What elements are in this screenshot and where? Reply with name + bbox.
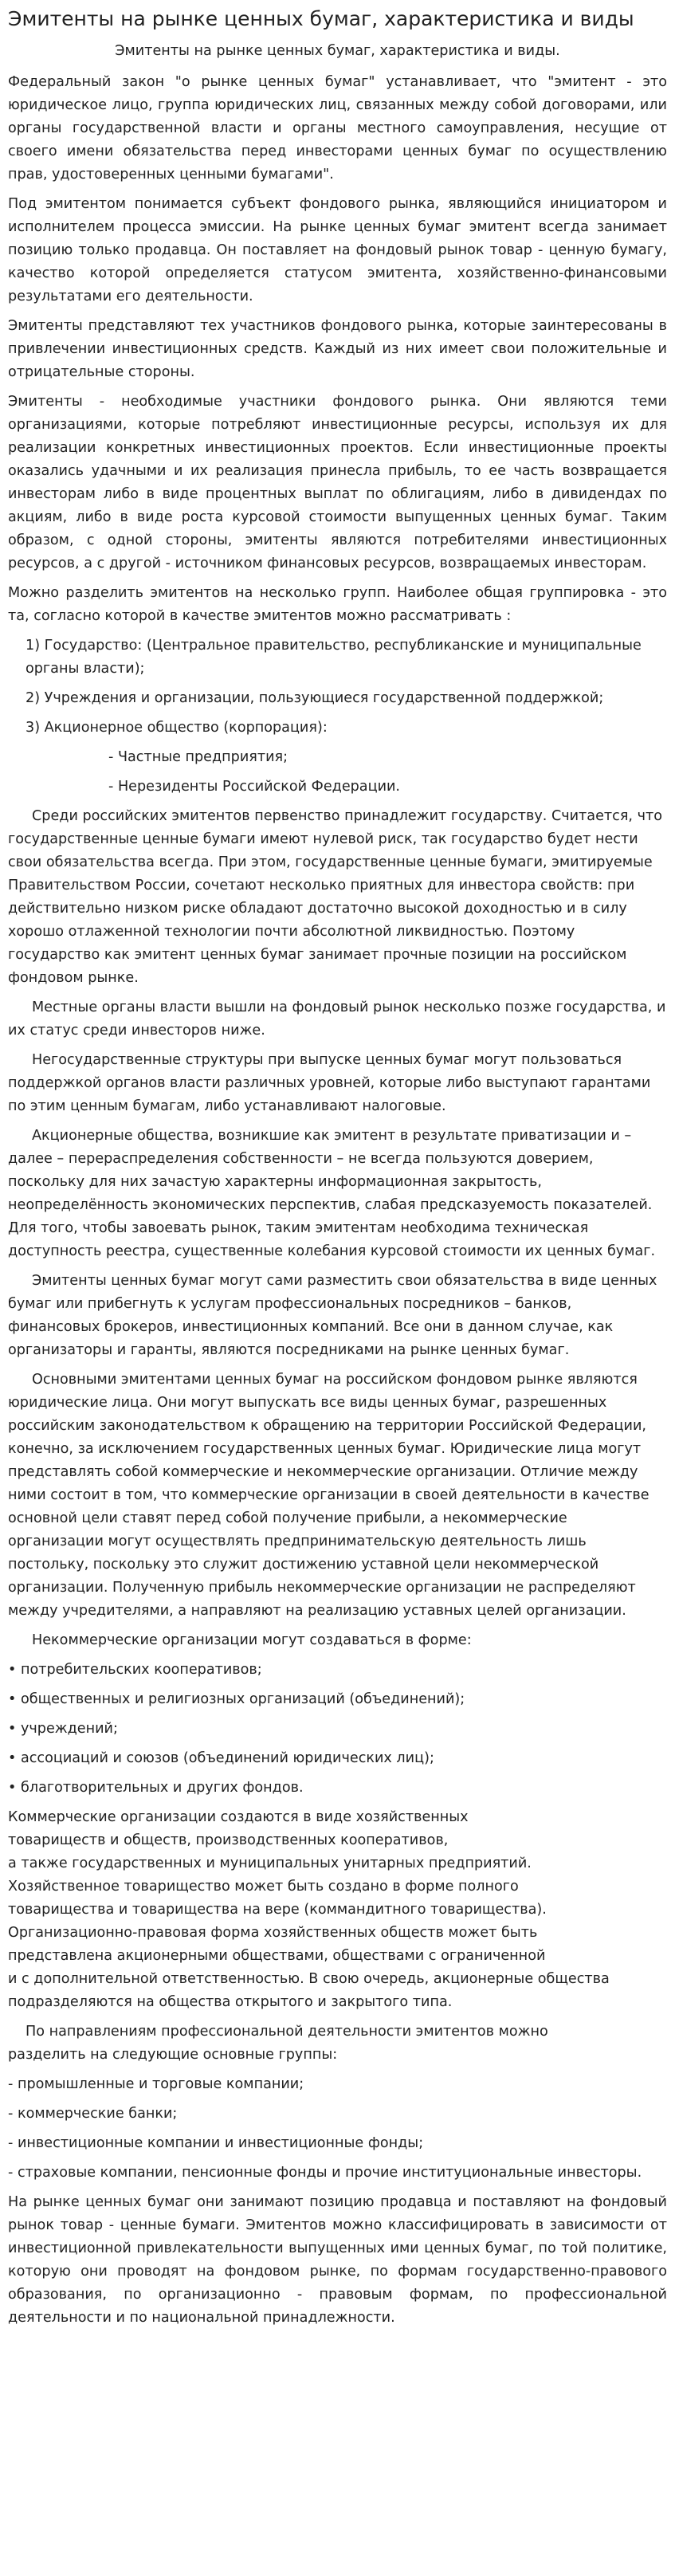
list-item-consumer-cooperatives: • потребительских кооперативов; [8, 1662, 262, 1678]
paragraph-joint-stock-companies: Акционерные общества, возникшие как эмитент в результате приватизации и – далее – перераспределения собственности – не всегда пользуются доверием, поскольку для них зачастую характерны информационная закрытость, неопределённость экономических перспектив, слабая предсказуемость показателей. Для того, чтобы завоевать рынок, таким эмитентам необходима техническая доступность реестра, существенные колебания курсовой стоимости их ценных бумаг. [8, 1128, 656, 1259]
text-line: а также государственных и муниципальных унитарных предприятий. [8, 1855, 532, 1871]
list-item-insurance-pension: - страховые компании, пенсионные фонды и прочие институциональные инвесторы. [8, 2165, 642, 2181]
group-subitem-nonresidents: - Нерезиденты Российской Федерации. [108, 779, 401, 795]
list-item-associations: • ассоциаций и союзов (объединений юридических лиц); [8, 1750, 434, 1766]
paragraph-intermediaries: Эмитенты ценных бумаг могут сами разместить свои обязательства в виде ценных бумаг или прибегнуть к услугам профессиональных посредников – банков, финансовых брокеров, инвестиционных компаний. Все они в данном случае, как организаторы и гаранты, являются посредниками на рынке ценных бумаг. [8, 1273, 657, 1358]
paragraph-state-priority: Среди российских эмитентов первенство принадлежит государству. Считается, что государственные ценные бумаги имеют нулевой риск, так государство будет нести свои обязательства всегда. При этом, государственные ценные бумаги, эмитируемые Правительством России, сочетают несколько приятных для инвестора свойств: при действительно низком риске обладают достаточно высокой доходностью и в силу хорошо отлаженной технологии почти абсолютной ликвидностью. Поэтому государство как эмитент ценных бумаг занимает прочные позиции на российском фондовом рынке. [8, 808, 663, 986]
paragraph-nonstate-structures: Негосударственные структуры при выпуске ценных бумаг могут пользоваться поддержкой органов власти различных уровней, которые либо выступают гарантами по этим ценным бумагам, либо устанавливают налоговые. [8, 1052, 651, 1114]
text-line: Организационно-правовая форма хозяйственных обществ может быть [8, 1925, 538, 1941]
list-item-investment-companies: - инвестиционные компании и инвестиционные фонды; [8, 2135, 424, 2151]
paragraph-emitent-concept: Под эмитентом понимается субъект фондового рынка, являющийся инициатором и исполнителем процесса эмиссии. На рынке ценных бумаг эмитент всегда занимает позицию только продавца. Он поставляет на фондовый рынок товар - ценную бумагу, качество которой определяется статусом эмитента, хозяйственно-финансовыми результатами его деятельности. [8, 196, 667, 304]
paragraph-groups-intro: Можно разделить эмитентов на несколько групп. Наиболее общая группировка - это та, согласно которой в качестве эмитентов можно рассматривать : [8, 585, 667, 624]
text-line: товариществ и обществ, производственных кооперативов, [8, 1832, 449, 1848]
paragraph-professional-groups [8, 2020, 667, 2067]
text-line: По направлениям профессиональной деятельности эмитентов можно [26, 2024, 548, 2040]
group-item-institutions: 2) Учреждения и организации, пользующиеся государственной поддержкой; [26, 690, 604, 706]
text-line: товарищества и товарищества на вере (коммандитного товарищества). [8, 1902, 547, 1918]
list-item-institutions: • учреждений; [8, 1721, 118, 1737]
paragraph-participants: Эмитенты представляют тех участников фондового рынка, которые заинтересованы в привлечении инвестиционных средств. Каждый из них имеет свои положительные и отрицательные стороны. [8, 318, 667, 380]
paragraph-local-authorities: Местные органы власти вышли на фондовый рынок несколько позже государства, и их статус среди инвесторов ниже. [8, 999, 666, 1039]
paragraph-noncommercial-forms: Некоммерческие организации могут создаваться в форме: [32, 1632, 472, 1648]
paragraph-commercial-organizations [8, 1806, 667, 2014]
paragraph-necessary-participants: Эмитенты - необходимые участники фондового рынка. Они являются теми организациями, которые потребляют инвестиционные ресурсы, используя их для реализации конкретных инвестиционных проектов. Если инвестиционные проекты оказались удачными и их реализация принесла прибыль, то ее часть возвращается инвесторам либо в виде процентных выплат по облигациям, либо в дивидендах по акциям, либо в виде роста курсовой стоимости выпущенных ценных бумаг. Таким образом, с одной стороны, эмитенты являются потребителями инвестиционных ресурсов, а с другой - источником финансовых ресурсов, возвращаемых инвесторам. [8, 394, 667, 571]
group-item-joint-stock: 3) Акционерное общество (корпорация): [26, 720, 328, 736]
list-item-public-religious: • общественных и религиозных организаций (объединений); [8, 1691, 465, 1707]
paragraph-classification: На рынке ценных бумаг они занимают позицию продавца и поставляют на фондовый рынок товар - ценные бумаги. Эмитентов можно классифицировать в зависимости от инвестиционной привлекательности выпущенных ими ценных бумаг, по той политике, которую они проводят на фондовом рынке, по формам государственно-правового образования, по организационно - правовым формам, по профессиональной деятельности и по национальной принадлежности. [8, 2194, 667, 2326]
list-item-foundations: • благотворительных и других фондов. [8, 1780, 304, 1796]
group-subitem-private: - Частные предприятия; [108, 749, 288, 765]
text-line: подразделяются на общества открытого и закрытого типа. [8, 1994, 453, 2010]
text-line: Хозяйственное товарищество может быть создано в форме полного [8, 1879, 519, 1895]
article-subtitle: Эмитенты на рынке ценных бумаг, характеристика и виды. [115, 43, 560, 59]
list-item-industrial-trade: - промышленные и торговые компании; [8, 2076, 304, 2092]
text-line: представлена акционерными обществами, обществами с ограниченной [8, 1948, 546, 1964]
list-item-commercial-banks: - коммерческие банки; [8, 2106, 178, 2122]
text-line: и с дополнительной ответственностью. В свою очередь, акционерные общества [8, 1971, 610, 1987]
text-line: разделить на следующие основные группы: [8, 2047, 338, 2063]
group-item-state: 1) Государство: (Центральное правительство, республиканские и муниципальные органы власти); [26, 638, 642, 677]
paragraph-definition-law: Федеральный закон "о рынке ценных бумаг" устанавливает, что "эмитент - это юридическое лицо, группа юридических лиц, связанных между собой договорами, или органы государственной власти и органы местного самоуправления, несущие от своего имени обязательства перед инвесторами ценных бумаг по осуществлению прав, удостоверенных ценными бумагами". [8, 74, 667, 183]
text-line: Коммерческие организации создаются в виде хозяйственных [8, 1809, 469, 1825]
paragraph-legal-entities: Основными эмитентами ценных бумаг на российском фондовом рынке являются юридические лица. Они могут выпускать все виды ценных бумаг, разрешенных российским законодательством к обращению на территории Российской Федерации, конечно, за исключением государственных ценных бумаг. Юридические лица могут представлять собой коммерческие и некоммерческие организации. Отличие между ними состоит в том, что коммерческие организации в своей деятельности в качестве основной цели ставят перед собой получение прибыли, а некоммерческие организации могут осуществлять предпринимательскую деятельность лишь постольку, поскольку это служит достижению уставной цели некоммерческой организации. Полученную прибыль некоммерческие организации не распределяют между учредителями, а направляют на реализацию уставных целей организации. [8, 1372, 649, 1619]
page-title: Эмитенты на рынке ценных бумаг, характеристика и виды [8, 7, 634, 30]
